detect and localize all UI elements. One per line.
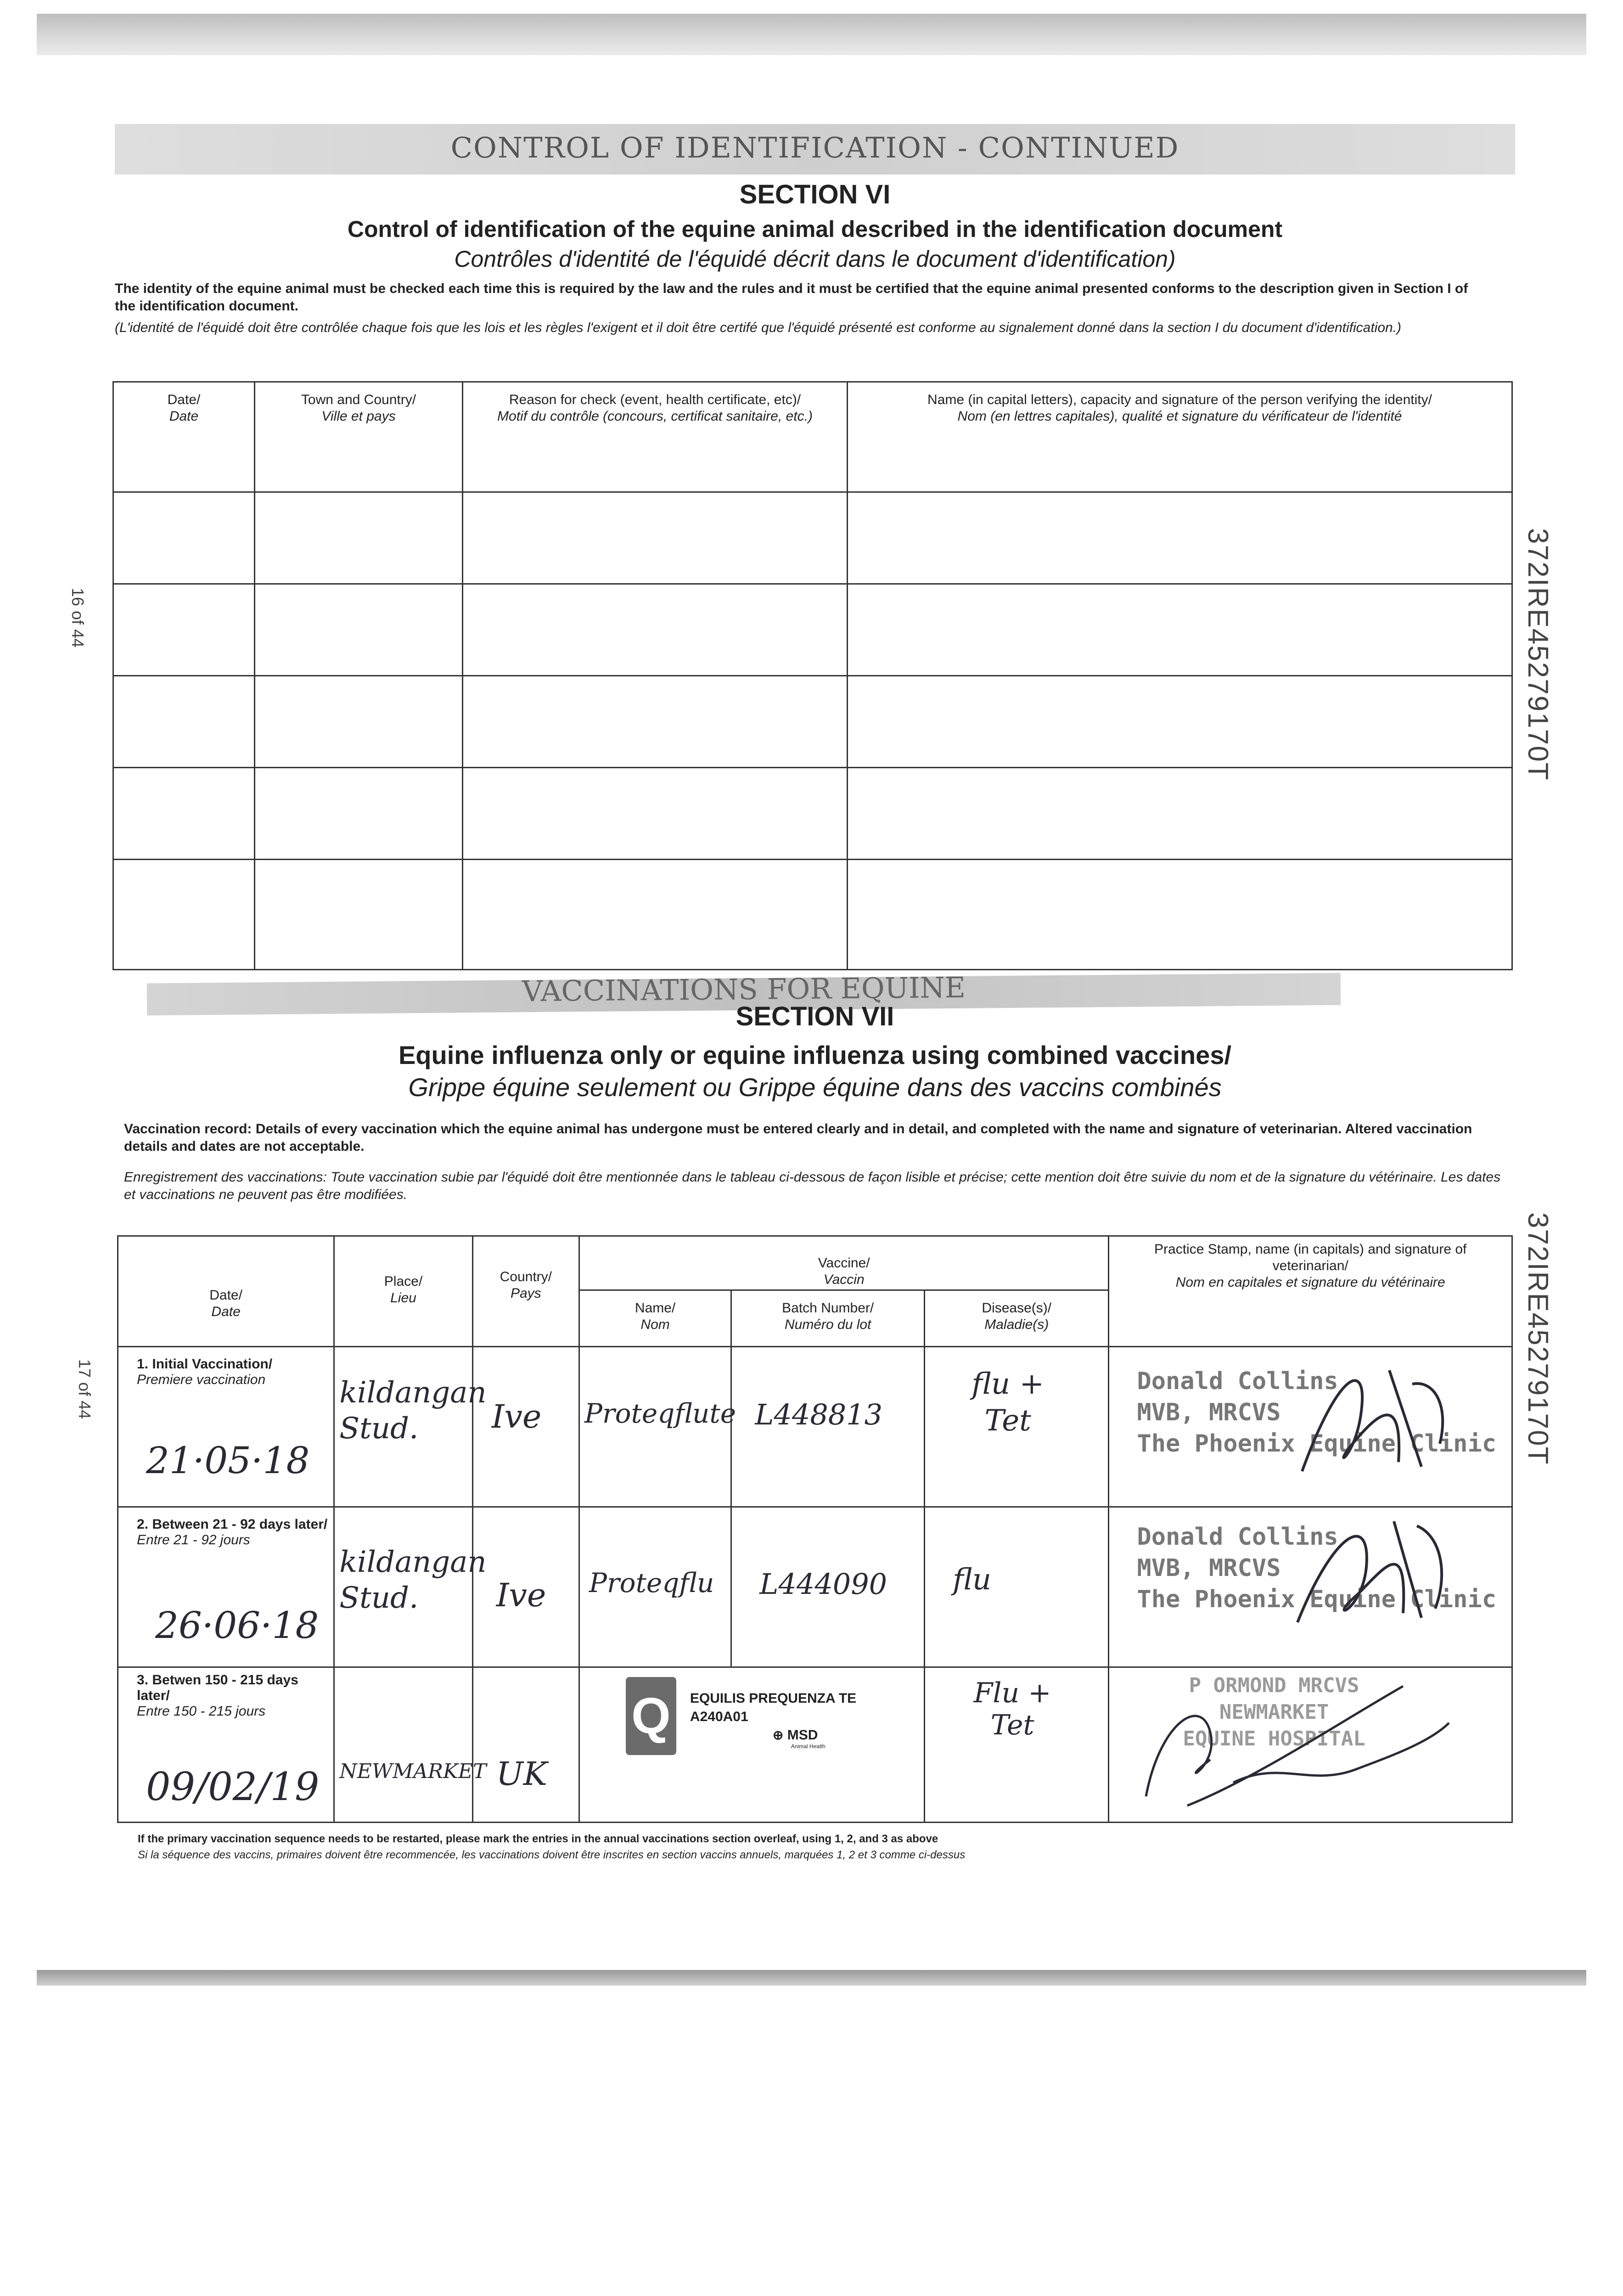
section-vi-title-en: Control of identification of the equine animal described in the identification document bbox=[347, 216, 1283, 242]
table-cell[interactable] bbox=[113, 860, 255, 970]
row1-place: kildangan Stud. bbox=[339, 1376, 487, 1446]
vacc-row3-disease-cell[interactable] bbox=[925, 1667, 1109, 1823]
section-vii-paragraph-fr bbox=[124, 1169, 1511, 1204]
row2-label-en: 2. Between 21 - 92 days later/ bbox=[137, 1516, 328, 1532]
vacc-date-en: Date/ bbox=[209, 1288, 242, 1303]
col-town-header bbox=[255, 382, 463, 492]
vacc-col-stamp-header bbox=[1109, 1236, 1512, 1347]
row1-label-fr: Premiere vaccination bbox=[137, 1372, 266, 1388]
footnote-fr: Si la séquence des vaccins, primaires doivent être recommencée, les vaccinations doivent être inscrites en section vaccins annuels, marquées 1, 2 et 3 comme ci-dessus bbox=[138, 1849, 966, 1861]
col-town-fr: Ville et pays bbox=[321, 409, 396, 424]
row2-batch: L444090 bbox=[759, 1567, 887, 1601]
enregistrement-text: Toute vaccination subie par l'équidé doit être mentionnée dans le tableau ci-dessous de façon lisible et précise; cette mention doit être suivie du nom et de la signature du vétérinaire. Les dates et vaccinations ne peuvent pas être modifiées. bbox=[124, 1170, 1501, 1202]
vacc-row3-date-cell[interactable] bbox=[118, 1667, 334, 1823]
vacc-country-fr: Pays bbox=[510, 1286, 541, 1301]
enregistrement-label: Enregistrement des vaccinations: bbox=[124, 1170, 327, 1185]
msd-logo-icon: ⊕ bbox=[772, 1728, 784, 1742]
vacc-col-place-header bbox=[334, 1236, 473, 1347]
row3-country: UK bbox=[496, 1755, 548, 1793]
vacc-row1-country-cell[interactable] bbox=[472, 1347, 579, 1507]
table-cell[interactable] bbox=[255, 584, 463, 676]
vacc-row2-country-cell[interactable] bbox=[472, 1507, 579, 1667]
vacc-vaccine-fr: Vaccin bbox=[823, 1272, 865, 1287]
vacc-col-name-header bbox=[579, 1290, 731, 1346]
page-number-16: 16 of 44 bbox=[68, 588, 87, 648]
vacc-row2-name-cell[interactable] bbox=[579, 1507, 731, 1667]
vaccine-sticker bbox=[626, 1677, 883, 1760]
table-cell[interactable] bbox=[848, 768, 1512, 860]
table-cell[interactable] bbox=[113, 492, 255, 584]
row1-label-en: 1. Initial Vaccination/ bbox=[137, 1356, 273, 1372]
row3-place: NEWMARKET bbox=[339, 1759, 487, 1783]
vacc-col-date-header bbox=[118, 1236, 334, 1347]
row3-vet-name: P ORMOND MRCVS bbox=[1189, 1673, 1359, 1697]
row2-signature bbox=[1284, 1508, 1467, 1654]
row3-vet-practice: EQUINE HOSPITAL bbox=[1183, 1727, 1365, 1750]
vacc-col-disease-header bbox=[925, 1290, 1109, 1346]
vacc-row1-place-cell[interactable] bbox=[334, 1347, 487, 1507]
vacc-row2-stamp-cell[interactable] bbox=[1109, 1507, 1512, 1667]
banner-title-top: CONTROL OF IDENTIFICATION - CONTINUED bbox=[450, 131, 1179, 164]
row1-vet-name: Donald Collins bbox=[1137, 1367, 1338, 1396]
scan-bottom-edge bbox=[37, 1970, 1586, 1986]
vacc-row2-date-cell[interactable] bbox=[118, 1507, 334, 1667]
row1-date: 21·05·18 bbox=[146, 1439, 310, 1482]
sticker-brand bbox=[773, 1728, 826, 1750]
vacc-row1-name-cell[interactable] bbox=[579, 1347, 736, 1507]
sticker-q-logo: Q bbox=[626, 1677, 676, 1755]
page-number-17: 17 of 44 bbox=[75, 1359, 94, 1419]
col-name-en: Name (in capital letters), capacity and signature of the person verifying the identity/ bbox=[927, 392, 1432, 407]
col-town-en: Town and Country/ bbox=[301, 392, 416, 407]
row3-label-en: 3. Betwen 150 - 215 days later/ bbox=[137, 1672, 298, 1703]
row3-label-fr: Entre 150 - 215 jours bbox=[137, 1703, 266, 1719]
table-cell[interactable] bbox=[113, 584, 255, 676]
row2-label-fr: Entre 21 - 92 jours bbox=[137, 1532, 250, 1548]
vacc-row2-disease-cell[interactable] bbox=[925, 1507, 1109, 1667]
row3-vet-qual: NEWMARKET bbox=[1219, 1700, 1329, 1724]
vacc-disease-en: Disease(s)/ bbox=[982, 1300, 1052, 1316]
vacc-col-batch-header bbox=[731, 1290, 925, 1346]
document-id-bottom: 372IRE45279170T bbox=[1522, 1212, 1554, 1465]
section-vi-heading: SECTION VI bbox=[739, 180, 891, 209]
table-cell[interactable] bbox=[113, 768, 255, 860]
footnote-en: If the primary vaccination sequence needs to be restarted, please mark the entries in the annual vaccinations section overleaf, using 1, 2, and 3 as above bbox=[138, 1833, 938, 1845]
row2-vaccine-name: Proteqflu bbox=[589, 1567, 714, 1598]
section-vii-title-fr: Grippe équine seulement ou Grippe équine dans des vaccins combinés bbox=[408, 1073, 1222, 1102]
col-reason-en: Reason for check (event, health certificate, etc)/ bbox=[509, 392, 801, 407]
row1-signature bbox=[1284, 1352, 1467, 1499]
section-vii-title-en: Equine influenza only or equine influenza using combined vaccines/ bbox=[398, 1041, 1232, 1069]
sticker-batch: A240A01 bbox=[690, 1709, 748, 1724]
col-date-fr: Date bbox=[169, 409, 199, 424]
row2-vet-qual: MVB, MRCVS bbox=[1137, 1554, 1281, 1582]
table-row bbox=[118, 1507, 1512, 1667]
table-cell[interactable] bbox=[848, 492, 1512, 584]
vacc-row1-stamp-cell[interactable] bbox=[1109, 1347, 1512, 1507]
table-cell[interactable] bbox=[463, 860, 848, 970]
col-reason-fr: Motif du contrôle (concours, certificat sanitaire, etc.) bbox=[497, 409, 813, 424]
col-name-fr: Nom (en lettres capitales), qualité et signature du vérificateur de l'identité bbox=[957, 409, 1402, 424]
vacc-row3-country-cell[interactable] bbox=[472, 1667, 579, 1823]
vacc-row3-sticker-cell[interactable] bbox=[579, 1667, 924, 1823]
section-vii-paragraph-en bbox=[124, 1120, 1511, 1155]
row2-place: kildangan Stud. bbox=[339, 1545, 487, 1615]
section-vii-heading: SECTION VII bbox=[736, 1002, 894, 1031]
table-cell[interactable] bbox=[848, 584, 1512, 676]
identity-check-table bbox=[112, 381, 1513, 970]
table-cell[interactable] bbox=[463, 676, 848, 768]
vacc-date-fr: Date bbox=[211, 1304, 241, 1319]
table-cell[interactable] bbox=[113, 676, 255, 768]
row2-date: 26·06·18 bbox=[155, 1604, 319, 1647]
row3-disease: Flu + Tet bbox=[973, 1677, 1051, 1741]
col-reason-header bbox=[463, 382, 848, 492]
vaccination-record-text: Details of every vaccination which the equine animal has undergone must be entered clearly and in detail, and completed with the name and signature of veterinarian. Altered vaccination details and dates are not acceptable. bbox=[124, 1121, 1472, 1154]
document-id-top: 372IRE45279170T bbox=[1522, 528, 1554, 781]
vacc-disease-fr: Maladie(s) bbox=[984, 1317, 1049, 1332]
vacc-row1-disease-cell[interactable] bbox=[925, 1347, 1109, 1507]
table-cell[interactable] bbox=[255, 492, 463, 584]
vacc-place-fr: Lieu bbox=[390, 1290, 416, 1306]
section-vi-title-fr: Contrôles d'identité de l'équidé décrit dans le document d'identification) bbox=[454, 246, 1176, 272]
sticker-vaccine-name: EQUILIS PREQUENZA TE bbox=[690, 1690, 857, 1706]
table-row bbox=[118, 1667, 1512, 1823]
vacc-country-en: Country/ bbox=[500, 1269, 552, 1284]
table-cell[interactable] bbox=[463, 584, 848, 676]
row2-vet-practice: The Phoenix Equine Clinic bbox=[1137, 1585, 1497, 1613]
row1-batch: L448813 bbox=[755, 1398, 883, 1432]
vacc-name-fr: Nom bbox=[640, 1317, 670, 1332]
vaccination-record-label: Vaccination record: bbox=[124, 1121, 252, 1137]
row1-country: Ive bbox=[491, 1398, 542, 1436]
vacc-row3-stamp-cell[interactable] bbox=[1109, 1667, 1512, 1823]
vacc-place-en: Place/ bbox=[384, 1274, 423, 1289]
row2-disease: flu bbox=[953, 1562, 992, 1597]
vacc-row2-place-cell[interactable] bbox=[334, 1507, 487, 1667]
table-cell[interactable] bbox=[255, 768, 463, 860]
vaccination-table bbox=[117, 1235, 1513, 1823]
section-vi-paragraph-fr: (L'identité de l'équidé doit être contrôlée chaque fois que les lois et les règles l'exigent et il doit être certifé que l'équidé présenté est conforme au signalement donné dans la section I du document d'identification.) bbox=[115, 320, 1402, 335]
vacc-batch-fr: Numéro du lot bbox=[784, 1317, 871, 1332]
vacc-col-vaccine-header bbox=[579, 1236, 1109, 1290]
vacc-stamp-fr: Nom en capitales et signature du vétérinaire bbox=[1175, 1275, 1445, 1290]
row1-vet-practice: The Phoenix Equine Clinic bbox=[1137, 1430, 1497, 1458]
vacc-stamp-en: Practice Stamp, name (in capitals) and signature of veterinarian/ bbox=[1154, 1242, 1467, 1273]
sticker-brand-sub: Animal Health bbox=[791, 1743, 826, 1750]
table-cell[interactable] bbox=[463, 768, 848, 860]
table-cell[interactable] bbox=[848, 860, 1512, 970]
row2-country: Ive bbox=[496, 1576, 546, 1614]
vacc-name-en: Name/ bbox=[635, 1300, 676, 1316]
vacc-row2-batch-cell[interactable] bbox=[731, 1507, 925, 1667]
table-cell[interactable] bbox=[255, 676, 463, 768]
row2-vet-name: Donald Collins bbox=[1137, 1523, 1338, 1551]
col-name-header bbox=[848, 382, 1512, 492]
row1-vaccine-name: Proteqflute bbox=[584, 1398, 736, 1429]
vacc-batch-en: Batch Number/ bbox=[782, 1300, 874, 1316]
sticker-brand-name: MSD bbox=[787, 1727, 818, 1743]
vacc-row1-date-cell[interactable] bbox=[118, 1347, 334, 1507]
section-vi-paragraph-en: The identity of the equine animal must be checked each time this is required by the law and the rules and it must be certified that the equine animal presented conforms to the description given in Section I of the identification document. bbox=[115, 281, 1468, 314]
row3-signature bbox=[1118, 1668, 1477, 1815]
col-date-en: Date/ bbox=[167, 392, 201, 407]
banner-title-bottom: VACCINATIONS FOR EQUINE bbox=[522, 970, 966, 1008]
row3-date: 09/02/19 bbox=[146, 1764, 320, 1809]
table-cell[interactable] bbox=[848, 676, 1512, 768]
row1-vet-qual: MVB, MRCVS bbox=[1137, 1399, 1281, 1427]
vacc-row3-place-cell[interactable] bbox=[334, 1667, 487, 1823]
vacc-col-country-header bbox=[472, 1236, 579, 1347]
col-date-header bbox=[113, 382, 255, 492]
row1-disease: flu + Tet bbox=[972, 1367, 1045, 1438]
table-row bbox=[118, 1347, 1512, 1507]
scan-top-edge bbox=[37, 14, 1586, 55]
table-cell[interactable] bbox=[255, 860, 463, 970]
vacc-vaccine-en: Vaccine/ bbox=[818, 1255, 870, 1271]
table-cell[interactable] bbox=[463, 492, 848, 584]
vacc-row1-batch-cell[interactable] bbox=[731, 1347, 925, 1507]
